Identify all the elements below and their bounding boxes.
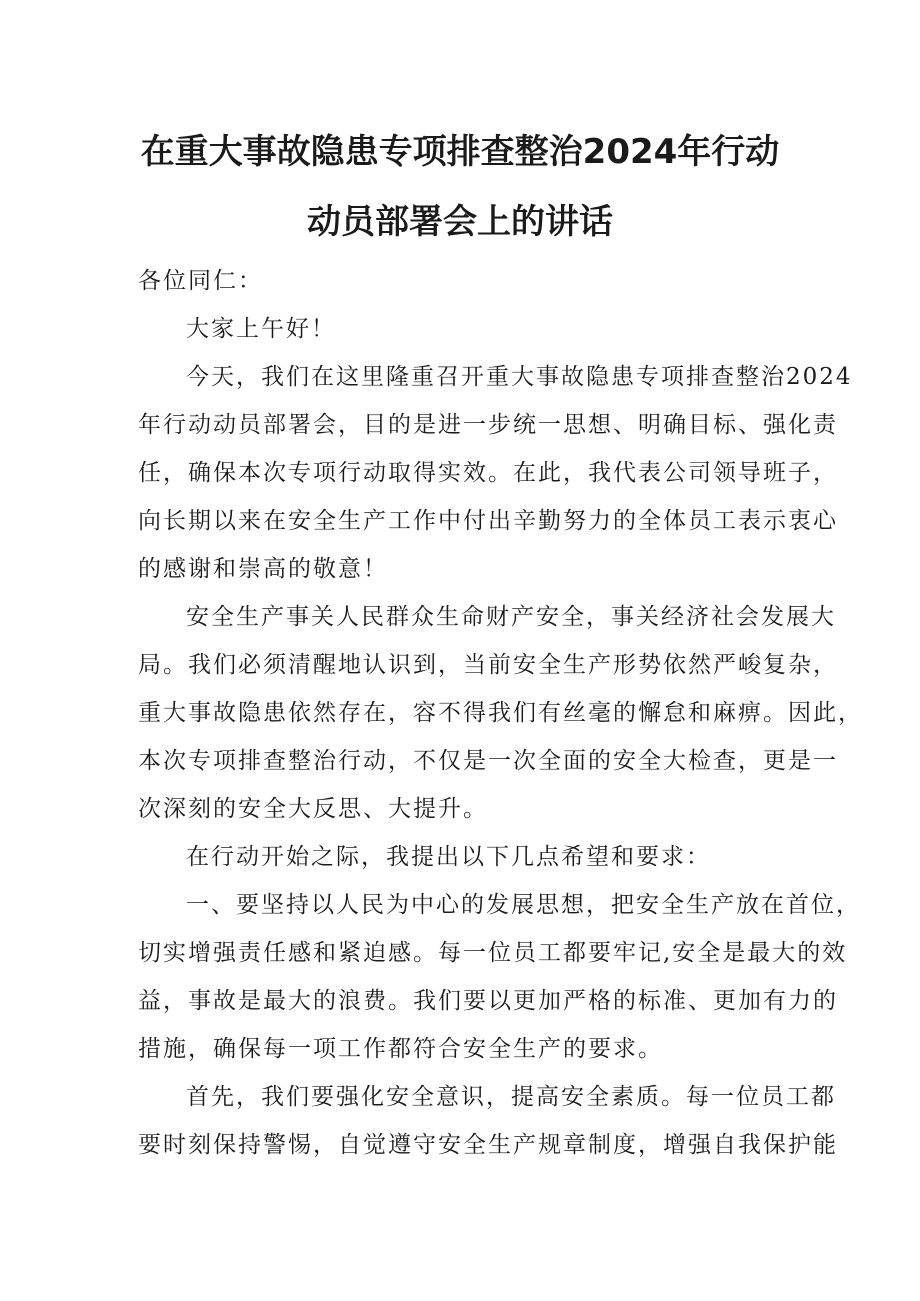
body-line: 一、要坚持以人民为中心的发展思想，把安全生产放在首位， <box>186 892 861 918</box>
document-body <box>138 257 863 1169</box>
body-line: 首先，我们要强化安全意识，提高安全素质。每一位员工都 <box>186 1084 836 1110</box>
body-line: 向长期以来在安全生产工作中付出辛勤努力的全体员工表示衷心 <box>138 508 838 534</box>
document-title-line-1: 在重大事故隐患专项排查整治2024年行动 <box>140 132 780 172</box>
body-line: 措施，确保每一项工作都符合安全生产的要求。 <box>138 1036 663 1062</box>
body-line: 切实增强责任感和紧迫感。每一位员工都要牢记,安全是最大的效 <box>138 940 848 966</box>
salutation: 各位同仁： <box>138 268 263 294</box>
body-line: 年行动动员部署会，目的是进一步统一思想、明确目标、强化责 <box>138 412 838 438</box>
body-line: 要时刻保持警惕，自觉遵守安全生产规章制度，增强自我保护能 <box>138 1132 838 1158</box>
body-line: 益，事故是最大的浪费。我们要以更加严格的标准、更加有力的 <box>138 988 838 1014</box>
body-line: 安全生产事关人民群众生命财产安全，事关经济社会发展大 <box>186 604 836 630</box>
body-line: 的感谢和崇高的敬意！ <box>138 556 388 582</box>
body-lines <box>138 305 863 1169</box>
document-title-line-2: 动员部署会上的讲话 <box>307 202 613 242</box>
body-line: 本次专项排查整治行动，不仅是一次全面的安全大检查，更是一 <box>138 748 838 774</box>
body-line: 重大事故隐患依然存在，容不得我们有丝毫的懈怠和麻痹。因此， <box>138 700 863 726</box>
body-line: 次深刻的安全大反思、大提升。 <box>138 796 488 822</box>
body-line: 大家上午好！ <box>186 316 336 342</box>
body-line: 在行动开始之际，我提出以下几点希望和要求： <box>186 844 711 870</box>
body-line: 局。我们必须清醒地认识到，当前安全生产形势依然严峻复杂， <box>138 652 838 678</box>
body-line: 任，确保本次专项行动取得实效。在此，我代表公司领导班子， <box>138 460 838 486</box>
body-line: 今天，我们在这里隆重召开重大事故隐患专项排查整治2024 <box>186 364 853 390</box>
